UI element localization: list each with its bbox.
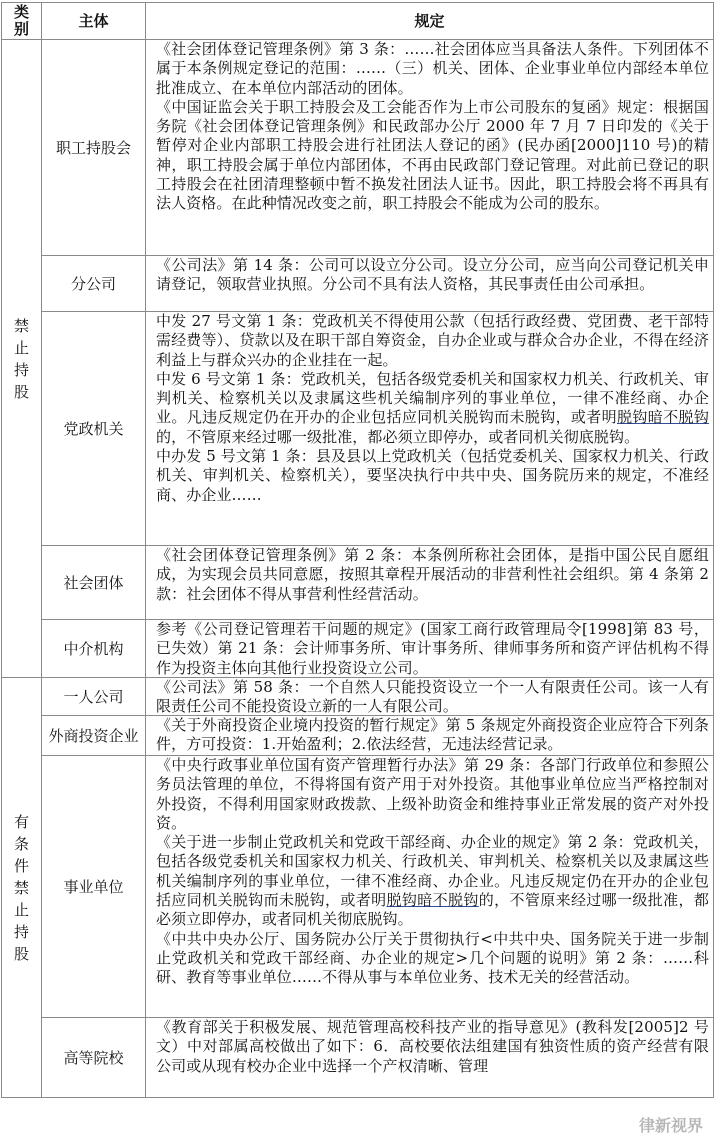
category-label: 禁止持股 [14,316,30,401]
rule-cell [146,312,714,546]
rule-paragraph: 参考《公司登记管理若干问题的规定》(国家工商行政管理局令[1998]第 83 号，已失效）第 21 条：会计师事务所、审计事务所、律师事务所和资产评估机构不得作为投资主体向其他行业投资设立公司。 [156,620,709,676]
rule-cell [146,756,714,1018]
subject-cell: 党政机关 [42,312,146,546]
subject-cell: 社会团体 [42,546,146,620]
table-row [2,40,714,256]
category-label: 有条件禁止持股 [14,812,30,963]
rule-paragraph: 《中共中央办公厅、国务院办公厅关于贯彻执行<中共中央、国务院关于进一步制止党政机关和党政干部经商、办企业的规定>几个问题的说明》第 2 条：……科研、教育等事业单位……不得从事与本单位业务、技术无关的经营活动。 [156,929,709,987]
rule-paragraph: 《关于外商投资企业境内投资的暂行规定》第 5 条规定外商投资企业应符合下列条件，方可投资：1.开始盈利；2.依法经营，无违法经营记录。 [156,716,709,754]
rule-cell [146,40,714,256]
rule-cell [146,716,714,756]
subject-cell: 高等院校 [42,1018,146,1098]
subject-cell: 职工持股会 [42,40,146,256]
rule-paragraph: 《公司法》第 14 条：公司可以设立分公司。设立分公司，应当向公司登记机关申请登记，领取营业执照。分公司不具有法人资格，其民事责任由公司承担。 [156,256,709,294]
table-row [2,716,714,756]
table-row [2,756,714,1018]
underlined-term: 脱钩暗不脱钩 [617,408,709,427]
table-header-row [2,3,714,40]
table-row [2,620,714,678]
table-row [2,546,714,620]
rule-paragraph: 《关于进一步制止党政机关和党政干部经商、办企业的规定》第 2 条：党政机关，包括各级党委机关和国家权力机关、行政机关、审判机关、检察机关以及隶属这些机关编制序列的事业单位，一律不准经商、办企业。凡违反规定仍在开办的企业包括应同机关脱钩而未脱钩，或者明脱钩暗不脱钩的，不管原来经过哪一级批准，都必须立即停办，或者同机关彻底脱钩。 [156,833,709,929]
subject-cell: 中介机构 [42,620,146,678]
table-row [2,678,714,716]
table-row [2,1018,714,1098]
rule-cell [146,678,714,716]
rule-paragraph: 《中国证监会关于职工持股会及工会能否作为上市公司股东的复函》规定：根据国务院《社会团体登记管理条例》和民政部办公厅 2000 年 7 月 7 日印发的《关于暂停对企业内部职工持股会进行社团法人登记的函》(民办函[2000]110 号)的精神，职工持股会属于单位内部团体，不再由民政部门登记管理。对此前已登记的职工持股会在社团清理整顿中暂不换发社团法人证书。因此，职工持股会将不再具有法人资格。在此种情况改变之前，职工持股会不能成为公司的股东。 [156,97,709,213]
rule-paragraph: 《社会团体登记管理条例》第 2 条：本条例所称社会团体，是指中国公民自愿组成，为实现会员共同意愿，按照其章程开展活动的非营利性社会组织。第 4 条第 2 款：社会团体不得从事营利性经营活动。 [156,546,709,603]
rule-cell [146,620,714,678]
subject-cell: 一人公司 [42,678,146,716]
rule-cell [146,1018,714,1098]
header-rules: 规定 [146,3,714,40]
subject-cell: 事业单位 [42,756,146,1018]
table-row [2,312,714,546]
rule-cell [146,256,714,312]
category-cell [2,678,42,1098]
category-cell [2,40,42,678]
watermark-text: 律新视界 [638,1116,703,1135]
rule-paragraph: 中办发 5 号文第 1 条：县及县以上党政机关（包括党委机关、国家权力机关、行政机关、审判机关、检察机关），要坚决执行中共中央、国务院历来的规定，不准经商、办企业…… [156,447,709,504]
subject-cell: 分公司 [42,256,146,312]
rule-paragraph: 《公司法》第 58 条：一个自然人只能投资设立一个一人有限责任公司。该一人有限责任公司不能投资设立新的一人有限公司。 [156,678,709,714]
rule-paragraph: 《教育部关于积极发展、规范管理高校科技产业的指导意见》(教科发[2005]2 号文）中对部属高校做出了如下：6．高校要依法组建国有独资性质的资产经营有限公司或从现有校办企业中选择一个产权清晰、管理 [156,1018,709,1075]
rule-paragraph: 《社会团体登记管理条例》第 3 条：……社会团体应当具备法人条件。下列团体不属于本条例规定登记的范围：……（三）机关、团体、企业事业单位内部经本单位批准成立、在本单位内部活动的团体。 [156,40,709,97]
rule-paragraph: 《中央行政事业单位国有资产管理暂行办法》第 29 条：各部门行政单位和参照公务员法管理的单位，不得将国有资产用于对外投资。其他事业单位应当严格控制对外投资，不得利用国家财政拨款、上级补助资金和维持事业正常发展的资产对外投资。 [156,756,709,832]
table-row [2,256,714,312]
underlined-term: 脱钩暗不脱钩 [386,891,479,910]
regulation-table [1,2,714,1098]
rule-paragraph: 中发 27 号文第 1 条：党政机关不得使用公款（包括行政经费、党团费、老干部特需经费等）、贷款以及在职干部自筹资金，自办企业或与群众合办企业，不得在经济利益上与群众兴办的企业挂在一起。 [156,312,709,369]
header-category: 类别 [2,3,42,40]
rule-paragraph: 中发 6 号文第 1 条：党政机关，包括各级党委机关和国家权力机关、行政机关、审判机关、检察机关以及隶属这些机关编制序列的事业单位，一律不准经商、办企业。凡违反规定仍在开办的企业包括应同机关脱钩而未脱钩，或者明脱钩暗不脱钩的，不管原来经过哪一级批准，都必须立即停办，或者同机关彻底脱钩。 [156,369,709,446]
subject-cell: 外商投资企业 [42,716,146,756]
rule-cell [146,546,714,620]
header-subject: 主体 [42,3,146,40]
